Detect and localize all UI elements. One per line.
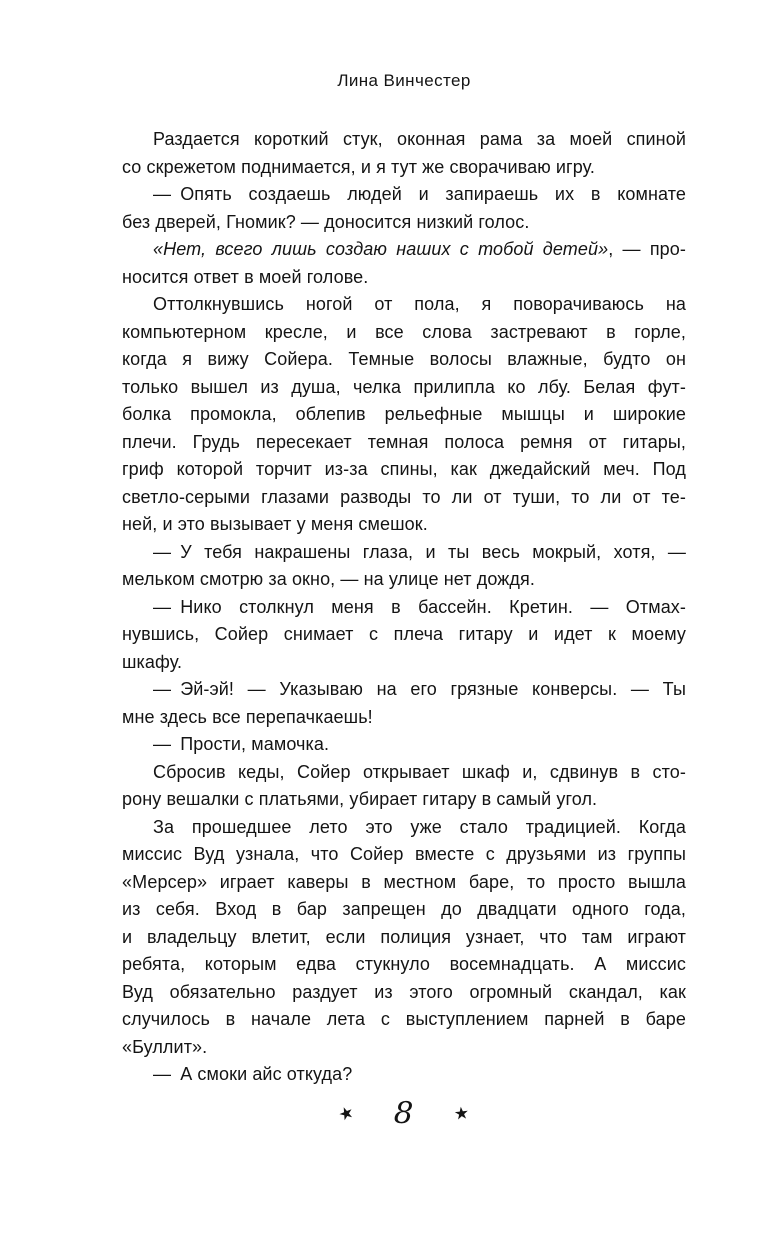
text-run: ребята, которым едва стукнуло восемнадцать. А миссис xyxy=(122,954,686,974)
paragraph xyxy=(122,236,686,291)
page-number: 8 xyxy=(393,1095,415,1132)
text-line xyxy=(122,456,686,484)
text-run: Сбросив кеды, Сойер открывает шкаф и, сдвинув в сто- xyxy=(153,761,686,782)
page-footer xyxy=(122,1092,686,1136)
text-run: — Прости, мамочка. xyxy=(153,734,330,754)
text-run: болка промокла, облепив рельефные мышцы и широкие xyxy=(122,404,686,424)
text-run: плечи. Грудь пересекает темная полоса ремня от гитары, xyxy=(122,431,686,452)
text-line xyxy=(122,236,686,264)
text-line xyxy=(122,539,686,567)
text-run: нувшись, Сойер снимает с плеча гитару и идет к моему xyxy=(122,624,686,644)
text-line xyxy=(122,869,686,897)
text-run: Вуд обязательно раздует из этого огромный скандал, как xyxy=(122,981,686,1002)
text-run: носится ответ в моей голове. xyxy=(122,266,369,287)
text-line xyxy=(122,731,686,759)
text-run: «Мерсер» играет каверы в местном баре, то просто вышла xyxy=(122,871,686,892)
text-line xyxy=(122,951,686,979)
text-run: случилось в начале лета с выступлением парней в баре xyxy=(122,1009,686,1029)
text-run: без дверей, Гномик? — доносится низкий голос. xyxy=(122,211,530,232)
text-run: рону вешалки с платьями, убирает гитару в самый угол. xyxy=(122,789,598,809)
text-run: светло-серыми глазами разводы то ли от туши, то ли от те- xyxy=(122,486,686,507)
star-ornament-icon: ★ xyxy=(335,1101,358,1126)
paragraph xyxy=(122,594,686,677)
text-line xyxy=(122,319,686,347)
paragraph xyxy=(122,291,686,539)
star-ornament-icon: ★ xyxy=(452,1102,470,1125)
text-run: мельком смотрю за окно, — на улице нет дождя. xyxy=(122,569,535,589)
text-run: — А смоки айс откуда? xyxy=(153,1064,353,1084)
paragraph xyxy=(122,126,686,181)
text-run: и владельцу влетит, если полиция узнает, что там играют xyxy=(122,926,686,947)
running-header-author: Лина Винчестер xyxy=(337,71,471,90)
text-run: со скрежетом поднимается, и я тут же сворачиваю игру. xyxy=(122,156,596,177)
text-line xyxy=(122,786,686,814)
text-run: — Опять создаешь людей и запираешь их в комнате xyxy=(153,184,686,204)
paragraph xyxy=(122,814,686,1062)
text-line xyxy=(122,594,686,622)
text-line xyxy=(122,154,686,182)
paragraph xyxy=(122,759,686,814)
text-line xyxy=(122,511,686,539)
text-run: когда я вижу Сойера. Темные волосы влажные, будто он xyxy=(122,349,686,369)
text-line xyxy=(122,429,686,457)
text-line xyxy=(122,704,686,732)
text-line xyxy=(122,291,686,319)
text-run: , — про- xyxy=(608,239,686,259)
text-line xyxy=(122,484,686,512)
text-run: За прошедшее лето это уже стало традицией. Когда xyxy=(153,816,686,837)
text-run: только вышел из душа, челка прилипла ко лбу. Белая фут- xyxy=(122,376,686,397)
text-line xyxy=(122,621,686,649)
paragraph xyxy=(122,731,686,759)
text-run: компьютерном кресле, и все слова застревают в горле, xyxy=(122,321,686,342)
text-line xyxy=(122,566,686,594)
text-run: ней, и это вызывает у меня смешок. xyxy=(122,514,428,534)
text-line xyxy=(122,374,686,402)
text-line xyxy=(122,896,686,924)
text-line xyxy=(122,1006,686,1034)
paragraph xyxy=(122,181,686,236)
italic-text-run: «Нет, всего лишь создаю наших с тобой детей» xyxy=(153,239,609,259)
paragraph xyxy=(122,1061,686,1089)
text-run: мне здесь все перепачкаешь! xyxy=(122,706,373,727)
text-line xyxy=(122,649,686,677)
page-body xyxy=(122,126,686,1089)
text-run: Раздается короткий стук, оконная рама за моей спиной xyxy=(153,129,686,149)
text-run: «Буллит». xyxy=(122,1036,208,1057)
text-line xyxy=(122,1061,686,1089)
text-line xyxy=(122,264,686,292)
text-run: Оттолкнувшись ногой от пола, я поворачиваюсь на xyxy=(153,294,686,314)
text-run: миссис Вуд узнала, что Сойер вместе с друзьями из группы xyxy=(122,844,686,864)
text-line xyxy=(122,814,686,842)
text-line xyxy=(122,924,686,952)
text-line xyxy=(122,346,686,374)
text-line xyxy=(122,126,686,154)
text-line xyxy=(122,979,686,1007)
text-run: — Нико столкнул меня в бассейн. Кретин. — Отмах- xyxy=(153,596,686,617)
text-run: шкафу. xyxy=(122,651,183,672)
paragraph xyxy=(122,539,686,594)
text-line xyxy=(122,209,686,237)
text-line xyxy=(122,181,686,209)
text-line xyxy=(122,759,686,787)
text-line xyxy=(122,676,686,704)
text-line xyxy=(122,401,686,429)
text-line xyxy=(122,1034,686,1062)
text-run: гриф которой торчит из-за спины, как джедайский меч. Под xyxy=(122,459,686,479)
text-run: — У тебя накрашены глаза, и ты весь мокрый, хотя, — xyxy=(153,541,686,562)
text-line xyxy=(122,841,686,869)
text-run: из себя. Вход в бар запрещен до двадцати одного года, xyxy=(122,899,686,919)
paragraph xyxy=(122,676,686,731)
text-run: — Эй-эй! — Указываю на его грязные конверсы. — Ты xyxy=(153,679,686,699)
